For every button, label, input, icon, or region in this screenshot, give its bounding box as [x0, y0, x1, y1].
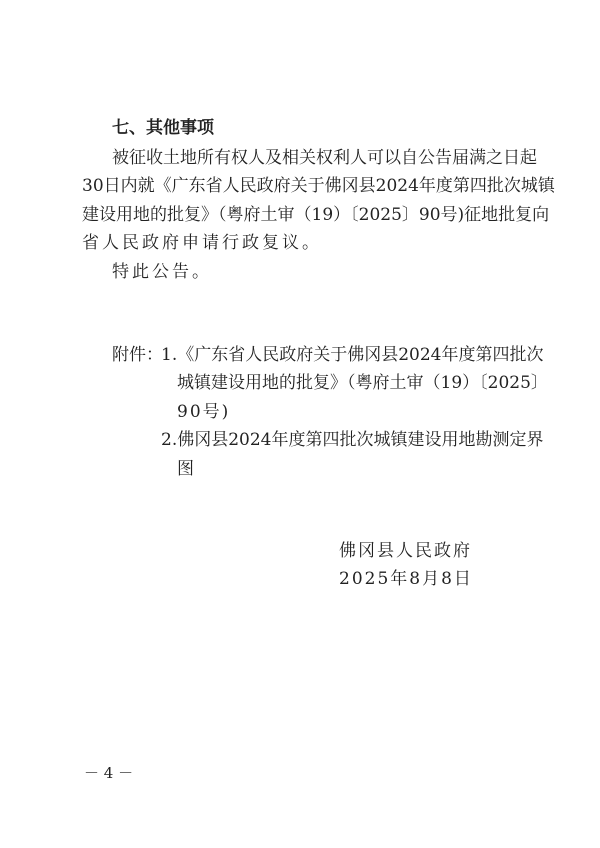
section-heading: 七、其他事项: [112, 118, 214, 138]
attachment-line: 90号): [177, 402, 231, 422]
attachment-line: 1.《广东省人民政府关于佛冈县2024年度第四批次: [161, 345, 544, 365]
attachments-label: 附件：: [112, 345, 163, 365]
closing-text: 特此公告。: [112, 262, 212, 282]
signature-date: 2025年8月8日: [339, 569, 473, 589]
page-number: － 4 －: [84, 764, 134, 782]
paragraph-line: 被征收土地所有权人及相关权利人可以自公告届满之日起: [112, 148, 537, 168]
paragraph-line: 建设用地的批复》（粤府土审（19）〔2025〕90号)征地批复向: [82, 205, 550, 225]
attachment-line: 图: [177, 459, 194, 479]
attachment-line: 2.佛冈县2024年度第四批次城镇建设用地勘测定界: [161, 430, 544, 450]
attachment-line: 城镇建设用地的批复》（粤府土审（19）〔2025〕: [177, 373, 548, 393]
paragraph-line: 30日内就《广东省人民政府关于佛冈县2024年度第四批次城镇: [82, 176, 555, 196]
paragraph-line: 省人民政府申请行政复议。: [82, 233, 322, 253]
signature-org: 佛冈县人民政府: [339, 541, 472, 561]
